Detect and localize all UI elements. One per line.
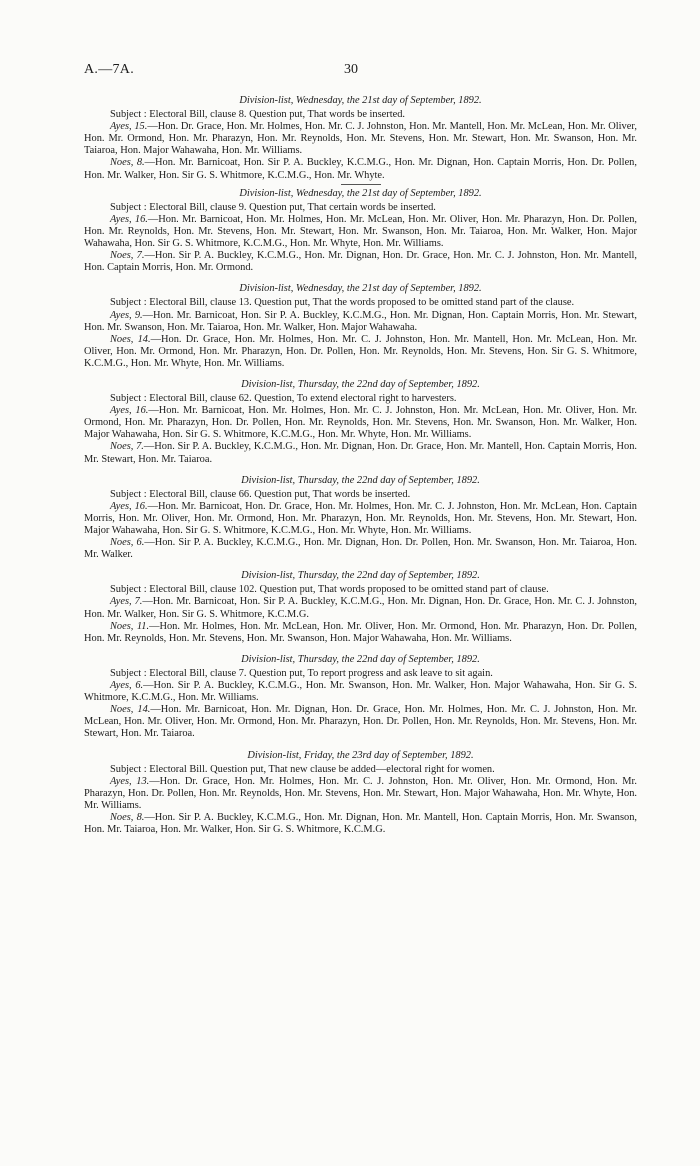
- division-title: Division-list, Wednesday, the 21st day of September, 1892.: [239, 187, 482, 199]
- division-subject: Subject : Electoral Bill, clause 8. Question put, That words be inserted.: [110, 109, 406, 121]
- noes-names: —Hon. Sir P. A. Buckley, K.C.M.G., Hon. Mr. Dignan, Hon. Mr. Mantell, Hon. Captain Morris, Hon. Mr. Swanson, Hon. Mr. Taiaroa, Hon. Mr. Walker, Hon. Sir G. S. Whitmore, K.C.M.G.: [84, 811, 637, 836]
- ayes-names: —Hon. Mr. Barnicoat, Hon. Mr. Holmes, Hon. Mr. C. J. Johnston, Hon. Mr. McLean, Hon. Mr. Oliver, Hon. Mr. Ormond, Hon. Mr. Pharazyn, Hon. Dr. Pollen, Hon. Mr. Reynolds, Hon. Mr. Stevens, Hon. Mr. Swanson, Hon. Mr. Walker, Hon. Major Wahawaha, Hon. Sir G. S. Whitmore, K.C.M.G., Hon. Mr. Whyte, Hon. Mr. Williams.: [84, 405, 637, 441]
- division-title: Division-list, Thursday, the 22nd day of September, 1892.: [241, 474, 480, 486]
- division-3: [84, 283, 637, 370]
- division-subject: Subject : Electoral Bill, clause 66. Question put, That words be inserted.: [110, 488, 411, 500]
- ayes-paragraph: [84, 310, 637, 334]
- ayes-label: Ayes, 7.: [110, 596, 143, 608]
- document-reference: A.—7A.: [84, 62, 135, 77]
- noes-label: Noes, 7.: [110, 441, 144, 453]
- noes-paragraph: [84, 250, 637, 274]
- division-subject: Subject : Electoral Bill, clause 13. Question put, That the words proposed to be omitted stand part of the clause.: [110, 297, 575, 309]
- division-6: [84, 570, 637, 645]
- division-title: Division-list, Thursday, the 22nd day of September, 1892.: [241, 653, 480, 665]
- ayes-paragraph: [84, 121, 637, 157]
- ayes-paragraph: [84, 405, 637, 441]
- noes-paragraph: [84, 157, 637, 181]
- division-5: [84, 475, 637, 562]
- division-2: [84, 188, 637, 275]
- noes-names: —Hon. Sir P. A. Buckley, K.C.M.G., Hon. Mr. Dignan, Hon. Dr. Grace, Hon. Mr. C. J. Johnston, Hon. Mr. Mantell, Hon. Captain Morris, Hon. Mr. Ormond.: [84, 250, 638, 274]
- noes-paragraph: [84, 704, 637, 740]
- division-subject: Subject : Electoral Bill, clause 62. Question, To extend electoral right to harvesters.: [110, 393, 457, 405]
- noes-paragraph: [84, 537, 637, 561]
- noes-label: Noes, 7.: [110, 250, 145, 262]
- division-subject: Subject : Electoral Bill, clause 9. Question put, That certain words be inserted.: [110, 201, 436, 213]
- noes-names: —Hon. Mr. Holmes, Hon. Mr. McLean, Hon. Mr. Oliver, Hon. Mr. Ormond, Hon. Mr. Pharazyn, Hon. Dr. Pollen, Hon. Mr. Reynolds, Hon. Mr. Stevens, Hon. Mr. Swanson, Hon. Major Wahawaha, Hon. Mr. Williams.: [84, 620, 637, 644]
- noes-label: Noes, 8.: [110, 157, 145, 169]
- ayes-paragraph: [84, 214, 637, 250]
- ayes-label: Ayes, 15.: [110, 121, 148, 133]
- division-8: [84, 750, 637, 837]
- division-4: [84, 379, 637, 466]
- noes-paragraph: [84, 812, 637, 836]
- division-subject: Subject : Electoral Bill, clause 102. Question put, That words proposed to be omitted stand part of clause.: [110, 584, 549, 596]
- page-number: 30: [344, 62, 358, 77]
- noes-label: Noes, 14.: [110, 333, 151, 345]
- separator-rule: [341, 184, 381, 185]
- ayes-names: —Hon. Mr. Barnicoat, Hon. Sir P. A. Buckley, K.C.M.G., Hon. Mr. Dignan, Hon. Dr. Grace, Hon. Mr. C. J. Johnston, Hon. Mr. Walker, Hon. Sir G. S. Whitmore, K.C.M.G.: [84, 596, 638, 620]
- noes-names: —Hon. Mr. Barnicoat, Hon. Sir P. A. Buckley, K.C.M.G., Hon. Mr. Dignan, Hon. Captain Morris, Hon. Dr. Pollen, Hon. Mr. Walker, Hon. Sir G. S. Whitmore, K.C.M.G., Hon. Mr. Whyte.: [84, 157, 637, 181]
- noes-paragraph: [84, 621, 637, 645]
- division-subject: Subject : Electoral Bill, clause 7. Question put, To report progress and ask leave to sit again.: [110, 667, 493, 679]
- ayes-label: Ayes, 13.: [110, 775, 150, 787]
- noes-names: —Hon. Dr. Grace, Hon. Mr. Holmes, Hon. Mr. C. J. Johnston, Hon. Mr. Mantell, Hon. Mr. McLean, Hon. Mr. Oliver, Hon. Mr. Ormond, Hon. Mr. Pharazyn, Hon. Dr. Pollen, Hon. Mr. Reynolds, Hon. Mr. Stevens, Hon. Sir G. S. Whitmore, K.C.M.G., Hon. Mr. Whyte, Hon. Mr. Williams.: [84, 333, 637, 369]
- ayes-names: —Hon. Mr. Barnicoat, Hon. Mr. Holmes, Hon. Mr. McLean, Hon. Mr. Oliver, Hon. Mr. Pharazyn, Hon. Dr. Pollen, Hon. Mr. Reynolds, Hon. Mr. Stevens, Hon. Mr. Stewart, Hon. Mr. Swanson, Hon. Mr. Taiaroa, Hon. Mr. Walker, Hon. Major Wahawaha, Hon. Sir G. S. Whitmore, K.C.M.G., Hon. Mr. Whyte, Hon. Mr. Williams.: [84, 213, 637, 250]
- ayes-paragraph: [84, 501, 637, 537]
- ayes-paragraph: [84, 596, 637, 620]
- ayes-names: —Hon. Mr. Barnicoat, Hon. Sir P. A. Buckley, K.C.M.G., Hon. Mr. Dignan, Hon. Captain Morris, Hon. Mr. Stewart, Hon. Mr. Swanson, Hon. Mr. Taiaroa, Hon. Mr. Walker, Hon. Major Wahawaha.: [84, 309, 637, 333]
- noes-label: Noes, 8.: [110, 811, 145, 823]
- division-1: [84, 95, 637, 185]
- noes-paragraph: [84, 441, 637, 465]
- noes-paragraph: [84, 334, 637, 370]
- ayes-label: Ayes, 6.: [110, 680, 144, 692]
- ayes-label: Ayes, 16.: [110, 500, 148, 512]
- division-7: [84, 654, 637, 741]
- ayes-label: Ayes, 16.: [110, 213, 148, 225]
- noes-names: —Hon. Sir P. A. Buckley, K.C.M.G., Hon. Mr. Dignan, Hon. Dr. Grace, Hon. Mr. Mantell, Hon. Captain Morris, Hon. Mr. Stewart, Hon. Mr. Taiaroa.: [84, 441, 637, 465]
- ayes-names: —Hon. Dr. Grace, Hon. Mr. Holmes, Hon. Mr. C. J. Johnston, Hon. Mr. Mantell, Hon. Mr. McLean, Hon. Mr. Oliver, Hon. Mr. Ormond, Hon. Mr. Pharazyn, Hon. Mr. Reynolds, Hon. Mr. Stevens, Hon. Mr. Stewart, Hon. Mr. Swanson, Hon. Mr. Taiaroa, Hon. Major Wahawaha, Hon. Mr. Williams.: [84, 121, 637, 157]
- division-lists: [84, 95, 637, 836]
- ayes-paragraph: [84, 680, 637, 704]
- noes-names: —Hon. Mr. Barnicoat, Hon. Mr. Dignan, Hon. Dr. Grace, Hon. Mr. Holmes, Hon. Mr. C. J. Johnston, Hon. Mr. McLean, Hon. Mr. Oliver, Hon. Mr. Ormond, Hon. Mr. Pharazyn, Hon. Dr. Pollen, Hon. Mr. Reynolds, Hon. Mr. Stevens, Hon. Mr. Stewart, Hon. Mr. Taiaroa.: [84, 704, 638, 740]
- noes-label: Noes, 14.: [110, 704, 151, 716]
- ayes-label: Ayes, 9.: [110, 309, 143, 321]
- division-title: Division-list, Friday, the 23rd day of September, 1892.: [247, 749, 474, 761]
- ayes-paragraph: [84, 776, 637, 812]
- division-title: Division-list, Wednesday, the 21st day of September, 1892.: [239, 283, 482, 295]
- division-title: Division-list, Thursday, the 22nd day of September, 1892.: [241, 570, 480, 582]
- ayes-names: —Hon. Dr. Grace, Hon. Mr. Holmes, Hon. Mr. C. J. Johnston, Hon. Mr. Oliver, Hon. Mr. Ormond, Hon. Mr. Pharazyn, Hon. Dr. Pollen, Hon. Mr. Reynolds, Hon. Mr. Stevens, Hon. Mr. Stewart, Hon. Major Wahawaha, Hon. Mr. Whyte, Hon. Mr. Williams.: [84, 775, 637, 811]
- ayes-names: —Hon. Sir P. A. Buckley, K.C.M.G., Hon. Mr. Swanson, Hon. Mr. Walker, Hon. Major Wahawaha, Hon. Sir G. S. Whitmore, K.C.M.G., Hon. Mr. Williams.: [84, 680, 637, 704]
- division-title: Division-list, Thursday, the 22nd day of September, 1892.: [241, 378, 480, 390]
- ayes-names: —Hon. Mr. Barnicoat, Hon. Dr. Grace, Hon. Mr. Holmes, Hon. Mr. C. J. Johnston, Hon. Mr. McLean, Hon. Captain Morris, Hon. Mr. Oliver, Hon. Mr. Ormond, Hon. Mr. Pharazyn, Hon. Mr. Reynolds, Hon. Mr. Stevens, Hon. Mr. Stewart, Hon. Major Wahawaha, Hon. Sir G. S. Whitmore, K.C.M.G., Hon. Mr. Whyte, Hon. Mr. Williams.: [84, 500, 637, 536]
- ayes-label: Ayes, 16.: [110, 405, 149, 417]
- noes-label: Noes, 11.: [110, 620, 150, 632]
- division-subject: Subject : Electoral Bill. Question put, That new clause be added—electoral right for women.: [110, 763, 495, 775]
- noes-label: Noes, 6.: [110, 537, 145, 549]
- noes-names: —Hon. Sir P. A. Buckley, K.C.M.G., Hon. Mr. Dignan, Hon. Dr. Pollen, Hon. Mr. Swanson, Hon. Mr. Taiaroa, Hon. Mr. Walker.: [84, 537, 637, 561]
- division-title: Division-list, Wednesday, the 21st day of September, 1892.: [239, 95, 482, 106]
